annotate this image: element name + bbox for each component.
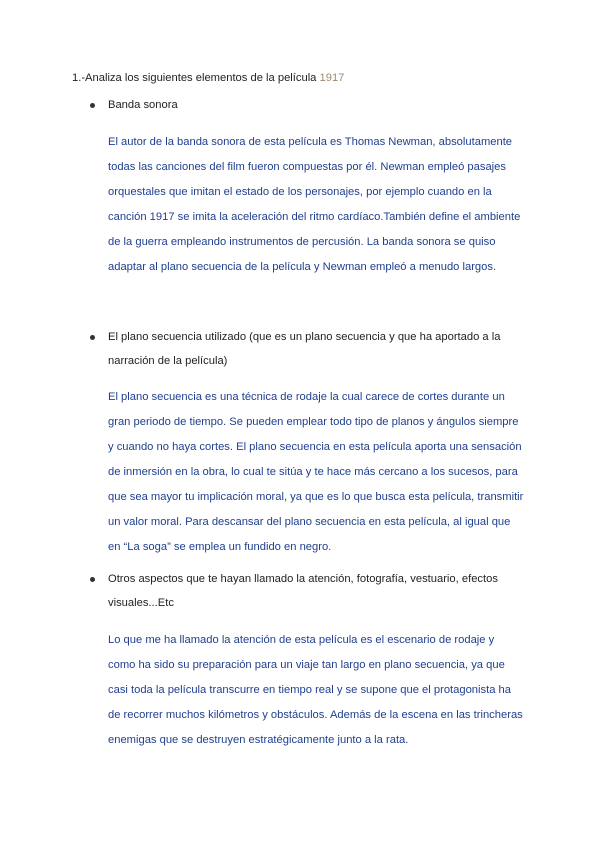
bullet-plano-secuencia [90,325,520,373]
question-heading [72,71,344,85]
film-year: 1917 [319,72,345,84]
bullet-text: Banda sonora [108,99,178,111]
bullet-dot [90,577,95,582]
bullet-otros-aspectos [90,567,520,615]
answer-plano-secuencia: El plano secuencia es una técnica de rodaje la cual carece de cortes durante un gran periodo de tiempo. Se pueden emplear todo tipo de planos y ángulos siempre y cuando no haya cortes. El plano secuencia en esta película aporta una sensación de inmersión en la obra, lo cual te sitúa y te hace más cercano a los sucesos, para que sea mayor tu implicación moral, ya que es lo que busca esta película, transmitir un valor moral. Para descansar del plano secuencia en esta película, al igual que en “La soga” se emplea un fundido en negro. [108,391,524,553]
bullet-dot [90,335,95,340]
question-text: 1.-Analiza los siguientes elementos de la película [72,72,320,84]
answer-otros-aspectos: Lo que me ha llamado la atención de esta película es el escenario de rodaje y como ha sido su preparación para un viaje tan largo en plano secuencia, ya que casi toda la película transcurre en tiempo real y se supone que el protagonista ha de recorrer muchos kilómetros y obstáculos. Además de la escena en las trincheras enemigas que se destruyen estratégicamente junto a la rata. [108,634,523,746]
bullet-banda-sonora [90,93,520,117]
bullet-dot [90,103,95,108]
bullet-text: El plano secuencia utilizado (que es un plano secuencia y que ha aportado a la narración de la película) [108,331,501,367]
answer-banda-sonora: El autor de la banda sonora de esta película es Thomas Newman, absolutamente todas las canciones del film fueron compuestas por él. Newman empleó pasajes orquestales que imitan el estado de los personajes, por ejemplo cuando en la canción 1917 se imita la aceleración del ritmo cardíaco.También define el ambiente de la guerra empleando instrumentos de percusión. La banda sonora se quiso adaptar al plano secuencia de la película y Newman empleó a menudo largos. [108,136,521,273]
bullet-text: Otros aspectos que te hayan llamado la atención, fotografía, vestuario, efectos visuales...Etc [108,573,498,609]
